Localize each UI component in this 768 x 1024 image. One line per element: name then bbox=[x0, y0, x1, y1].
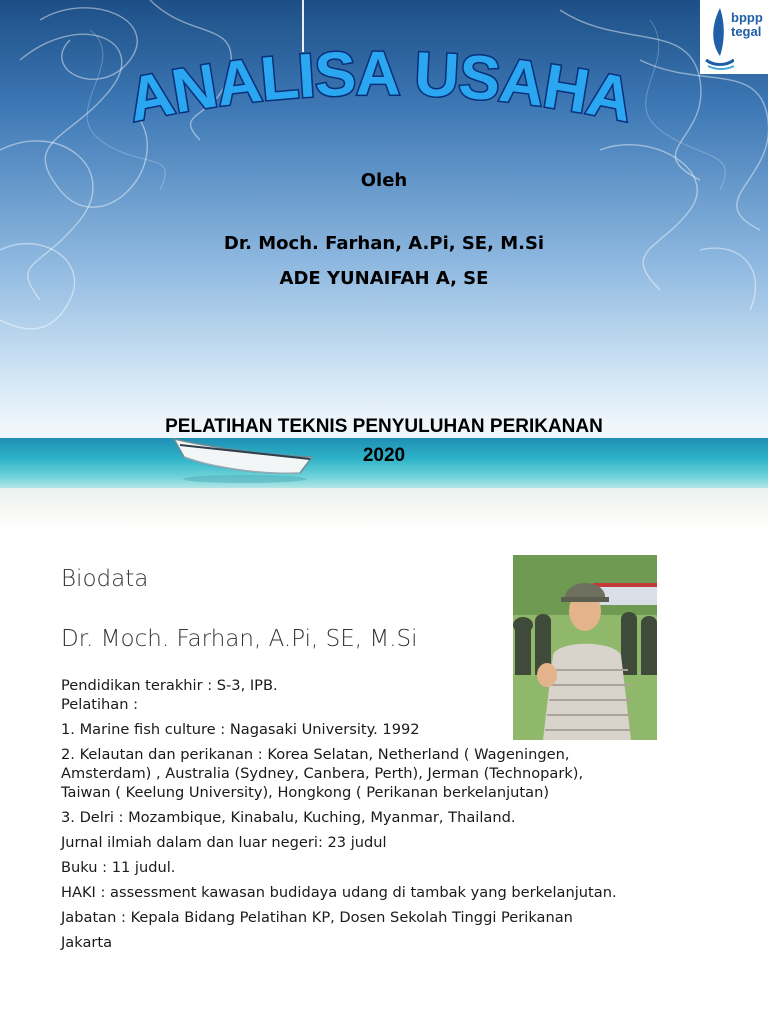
detail-line: Jurnal ilmiah dalam dan luar negeri: 23 judul bbox=[61, 834, 387, 851]
detail-line: 1. Marine fish culture : Nagasaki University. 1992 bbox=[61, 721, 420, 738]
detail-line: 2. Kelautan dan perikanan : Korea Selatan, Netherland ( Wageningen, bbox=[61, 746, 570, 763]
logo-text-line1: bppp bbox=[731, 10, 763, 25]
bppp-logo bbox=[700, 0, 768, 74]
biodata-name: Dr. Moch. Farhan, A.Pi, SE, M.Si bbox=[61, 626, 418, 652]
training-title: PELATIHAN TEKNIS PENYULUHAN PERIKANAN bbox=[165, 416, 603, 437]
biodata-details bbox=[61, 676, 761, 952]
biodata-slide bbox=[0, 530, 768, 1024]
detail-line: Amsterdam) , Australia (Sydney, Canbera, Perth), Jerman (Technopark), bbox=[61, 765, 584, 782]
training-year: 2020 bbox=[362, 445, 406, 466]
biodata-heading: Biodata bbox=[61, 566, 149, 592]
slide-title-art bbox=[100, 32, 660, 142]
beach-sand bbox=[0, 488, 768, 530]
detail-line: HAKI : assessment kawasan budidaya udang di tambak yang berkelanjutan. bbox=[61, 884, 617, 901]
slide-title: ANALISA USAHA bbox=[122, 39, 638, 136]
logo-text-line2: tegal bbox=[731, 24, 762, 39]
detail-line: Taiwan ( Keelung University), Hongkong ( Perikanan berkelanjutan) bbox=[61, 784, 550, 801]
by-label: Oleh bbox=[360, 170, 408, 191]
sail-icon bbox=[704, 4, 734, 70]
author-name-1: Dr. Moch. Farhan, A.Pi, SE, M.Si bbox=[223, 233, 545, 254]
detail-line: Jakarta bbox=[61, 934, 113, 951]
detail-line: 3. Delri : Mozambique, Kinabalu, Kuching, Myanmar, Thailand. bbox=[61, 809, 516, 826]
detail-line: Pendidikan terakhir : S-3, IPB. bbox=[61, 677, 278, 694]
detail-line: Pelatihan : bbox=[61, 696, 139, 713]
detail-line: Buku : 11 judul. bbox=[61, 859, 176, 876]
author-name-2: ADE YUNAIFAH A, SE bbox=[279, 268, 489, 289]
detail-line: Jabatan : Kepala Bidang Pelatihan KP, Dosen Sekolah Tinggi Perikanan bbox=[61, 909, 573, 926]
